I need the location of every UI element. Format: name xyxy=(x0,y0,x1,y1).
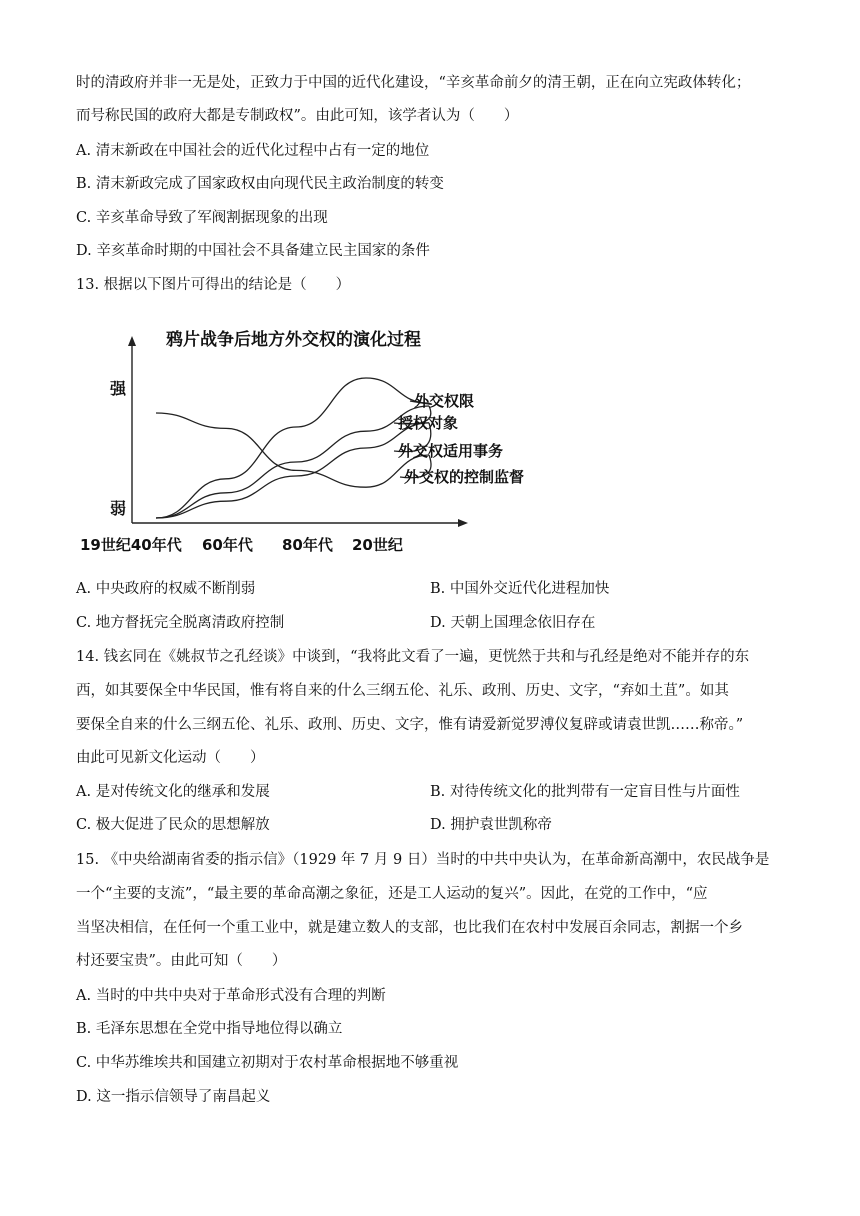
q13-stem: 13. 根据以下图片可得出的结论是（ ） xyxy=(76,277,351,293)
q13-option-b[interactable]: B. 中国外交近代化进程加快 xyxy=(430,581,610,597)
series-label-3: 外交权适用事务 xyxy=(398,442,504,460)
q15-option-a[interactable]: A. 当时的中共中央对于革命形式没有合理的判断 xyxy=(76,988,386,1004)
q15-option-d[interactable]: D. 这一指示信领导了南昌起义 xyxy=(76,1089,271,1105)
q14-stem: 由此可见新文化运动（ ） xyxy=(76,750,265,766)
q14-stem: 14. 钱玄同在《姚叔节之孔经谈》中谈到，“我将此文看了一遍，更恍然于共和与孔经是绝对不能并存的东 xyxy=(76,649,750,665)
q14-stem: 西，如其要保全中华民国，惟有将自来的什么三纲五伦、礼乐、政刑、历史、文字，“弃如土苴”。如其 xyxy=(76,683,729,699)
q15-option-b[interactable]: B. 毛泽东思想在全党中指导地位得以确立 xyxy=(76,1021,343,1037)
q14-option-a[interactable]: A. 是对传统文化的继承和发展 xyxy=(76,784,270,800)
chart-title: 鸦片战争后地方外交权的演化过程 xyxy=(166,330,421,350)
q13-option-d[interactable]: D. 天朝上国理念依旧存在 xyxy=(430,615,596,631)
q12-option-d[interactable]: D. 辛亥革命时期的中国社会不具备建立民主国家的条件 xyxy=(76,243,430,259)
text-line: 而号称民国的政府大都是专制政权”。由此可知，该学者认为（ ） xyxy=(76,108,519,124)
q13-option-a[interactable]: A. 中央政府的权威不断削弱 xyxy=(76,581,256,597)
q12-option-a[interactable]: A. 清末新政在中国社会的近代化过程中占有一定的地位 xyxy=(76,143,430,159)
series-label-2: 授权对象 xyxy=(398,414,459,432)
series-line-1 xyxy=(156,378,429,518)
q15-stem: 当坚决相信，在任何一个重工业中，就是建立数人的支部，也比我们在农村中发展百余同志，割据一个乡 xyxy=(76,920,743,936)
q12-option-b[interactable]: B. 清末新政完成了国家政权由向现代民主政治制度的转变 xyxy=(76,176,444,192)
y-tick-label-strong: 强 xyxy=(110,379,127,398)
q14-option-b[interactable]: B. 对待传统文化的批判带有一定盲目性与片面性 xyxy=(430,784,740,800)
y-tick-label-weak: 弱 xyxy=(110,499,127,518)
x-tick-label: 60年代 xyxy=(202,536,253,554)
x-tick-label: 19世纪40年代 xyxy=(80,536,182,554)
q14-option-d[interactable]: D. 拥护袁世凯称帝 xyxy=(430,817,552,833)
q15-stem: 村还要宝贵”。由此可知（ ） xyxy=(76,953,287,969)
text-line: 时的清政府并非一无是处，正致力于中国的近代化建设，“辛亥革命前夕的清王朝，正在向立宪政体转化； xyxy=(76,75,751,91)
q13-option-c[interactable]: C. 地方督抚完全脱离清政府控制 xyxy=(76,615,285,631)
series-label-4: 外交权的控制监督 xyxy=(404,468,525,486)
q14-option-c[interactable]: C. 极大促进了民众的思想解放 xyxy=(76,817,270,833)
q15-stem: 15. 《中央给湖南省委的指示信》（1929 年 7 月 9 日）当时的中共中央认为，在革命新高潮中，农民战争是 xyxy=(76,852,770,868)
x-tick-label: 20世纪 xyxy=(352,536,403,554)
chart xyxy=(76,318,556,558)
y-axis-arrow xyxy=(128,336,136,346)
series-label-1: 外交权限 xyxy=(414,392,475,410)
x-axis-arrow xyxy=(458,519,468,527)
q15-stem: 一个“主要的支流”，“最主要的革命高潮之象征，还是工人运动的复兴”。因此，在党的工作中，“应 xyxy=(76,886,708,902)
q12-option-c[interactable]: C. 辛亥革命导致了军阀割据现象的出现 xyxy=(76,210,328,226)
q14-stem: 要保全自来的什么三纲五伦、礼乐、政刑、历史、文字，惟有请爱新觉罗溥仪复辟或请袁世凯……称帝。” xyxy=(76,717,744,733)
x-tick-label: 80年代 xyxy=(282,536,333,554)
q15-option-c[interactable]: C. 中华苏维埃共和国建立初期对于农村革命根据地不够重视 xyxy=(76,1055,459,1071)
